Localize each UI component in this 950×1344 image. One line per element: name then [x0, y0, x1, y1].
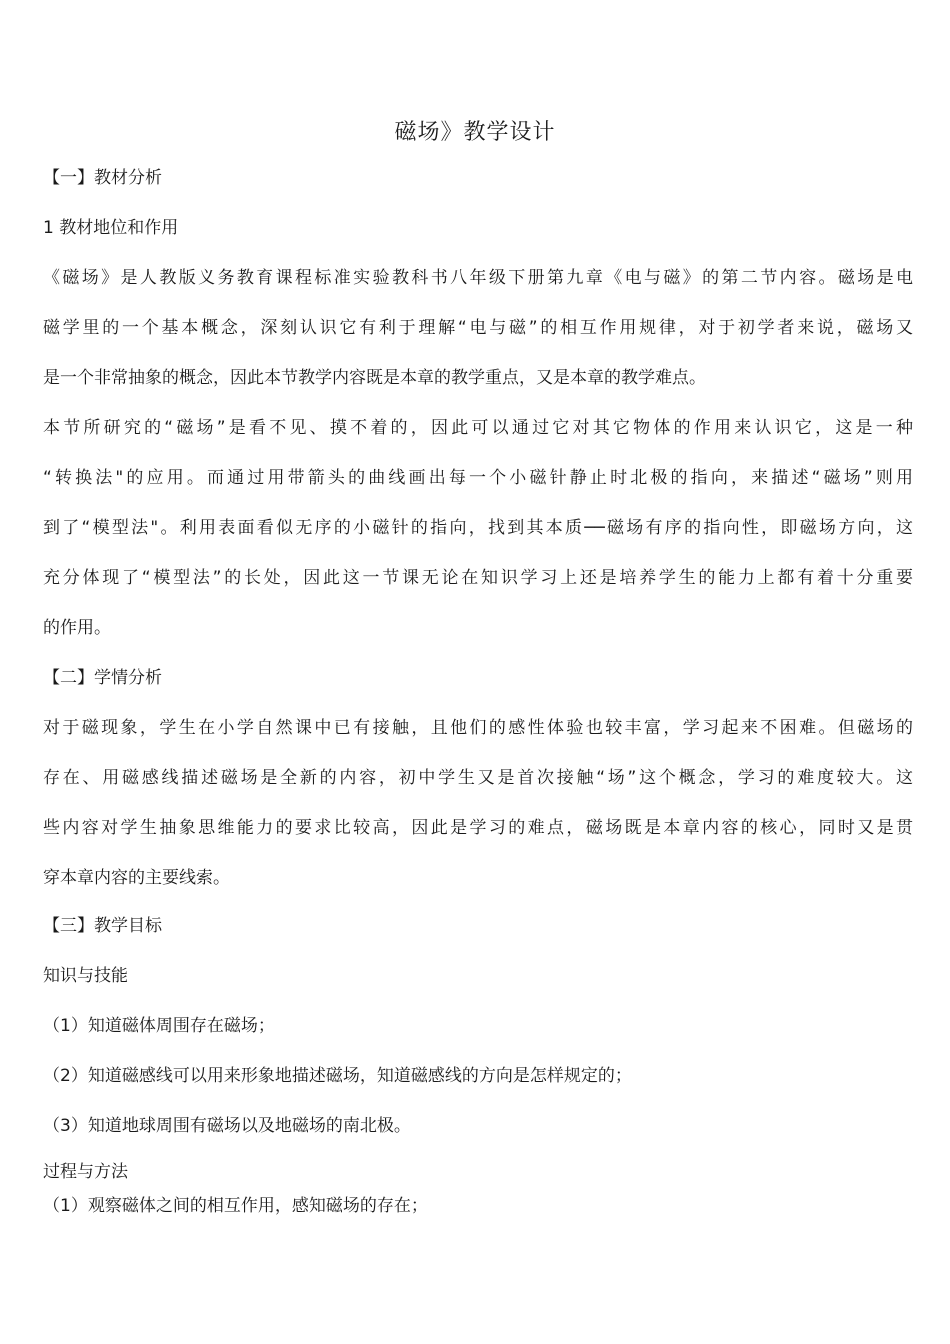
document-title: 磁场》教学设计: [394, 120, 556, 145]
list-item: （2）知道磁感线可以用来形象地描述磁场，知道磁感线的方向是怎样规定的；: [43, 1066, 632, 1086]
paragraph-line: 充分体现了“模型法”的长处，因此这一节课无论在知识学习上还是培养学生的能力上都有着十分重要: [43, 568, 913, 588]
paragraph-line: 本节所研究的“磁场”是看不见、摸不着的，因此可以通过它对其它物体的作用来认识它，这是一种: [43, 418, 913, 438]
paragraph-line: 些内容对学生抽象思维能力的要求比较高，因此是学习的难点，磁场既是本章内容的核心，同时又是贯: [43, 818, 913, 838]
section-heading-student-analysis: 【二】学情分析: [43, 668, 162, 688]
paragraph-line: 到了“模型法"。利用表面看似无序的小磁针的指向，找到其本质──磁场有序的指向性，即磁场方向，这: [43, 518, 913, 538]
list-item: （3）知道地球周围有磁场以及地磁场的南北极。: [43, 1116, 411, 1136]
paragraph-line: “转换法"的应用。而通过用带箭头的曲线画出每一个小磁针静止时北极的指向，来描述“磁场”则用: [43, 468, 913, 488]
paragraph-line: 对于磁现象，学生在小学自然课中已有接触，且他们的感性体验也较丰富，学习起来不困难。但磁场的: [43, 718, 913, 738]
subheading-process-methods: 过程与方法: [43, 1162, 128, 1182]
paragraph-line: 是一个非常抽象的概念，因此本节教学内容既是本章的教学重点，又是本章的教学难点。: [43, 368, 706, 388]
paragraph-line: 的作用。: [43, 618, 111, 638]
paragraph-line: 磁学里的一个基本概念，深刻认识它有利于理解“电与磁”的相互作用规律，对于初学者来说，磁场又: [43, 318, 913, 338]
section-heading-textbook-analysis: 【一】教材分析: [43, 168, 162, 188]
section-heading-teaching-goals: 【三】教学目标: [43, 916, 162, 936]
paragraph-line: 《磁场》是人教版义务教育课程标准实验教科书八年级下册第九章《电与磁》的第二节内容。磁场是电: [43, 268, 913, 288]
list-item: （1）观察磁体之间的相互作用，感知磁场的存在；: [43, 1196, 428, 1216]
subheading-knowledge-skills: 知识与技能: [43, 966, 128, 986]
paragraph-line: 存在、用磁感线描述磁场是全新的内容，初中学生又是首次接触“场”这个概念，学习的难度较大。这: [43, 768, 913, 788]
paragraph-line: 穿本章内容的主要线索。: [43, 868, 230, 888]
subheading-textbook-position: 1 教材地位和作用: [43, 218, 179, 238]
list-item: （1）知道磁体周围存在磁场；: [43, 1016, 275, 1036]
